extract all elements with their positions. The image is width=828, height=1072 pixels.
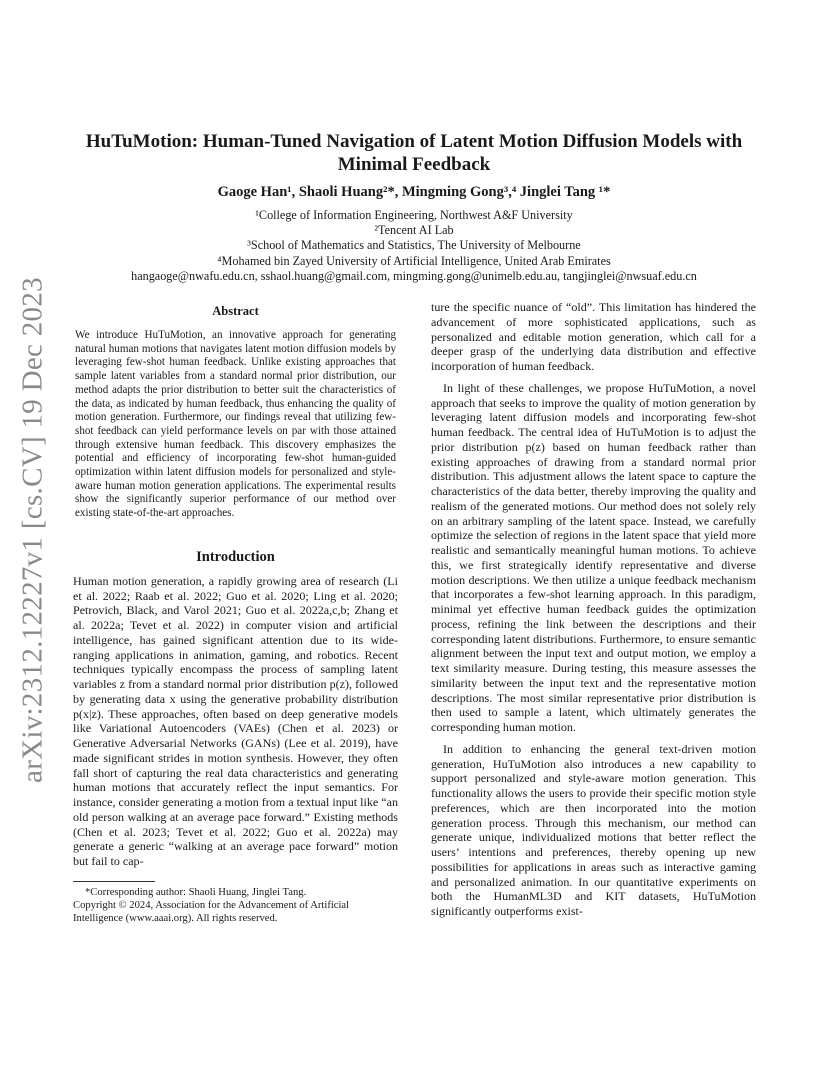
footnotes <box>73 886 398 926</box>
left-column <box>73 300 398 925</box>
affiliation-2: ²Tencent AI Lab <box>374 223 454 238</box>
title-line-2: Minimal Feedback <box>337 154 491 175</box>
abstract-text: We introduce HuTuMotion, an innovative approach for generating natural human motions that navigates latent motion diffusion models by leveraging few-shot human feedback. Unlike existing approaches that sample latent variables from a standard normal prior distribution, our method adapts the prior distribution to better suit the characteristics of the data, as indicated by human feedback, thus enhancing the quality of motion generation. Furthermore, our findings reveal that utilizing few-shot feedback can yield performance levels on par with those attained through extensive human feedback. This discovery emphasizes the potential and efficiency of incorporating few-shot human-guided optimization within latent diffusion models for personalized and style-aware human motion generation applications. The experimental results show the significantly superior performance of our method over existing state-of-the-art approaches. <box>75 329 396 520</box>
paper-title <box>60 130 768 176</box>
copyright-note: Copyright © 2024, Association for the Advancement of Artificial Intelligence (www.aaai.org). All rights reserved. <box>73 900 350 925</box>
author-emails: hangaoge@nwafu.edu.cn, sshaol.huang@gmail.com, mingming.gong@unimelb.edu.au, tangjinglei@nwsuaf.edu.cn <box>131 268 697 283</box>
intro-paragraph-3: In light of these challenges, we propose HuTuMotion, a novel approach that seeks to improve the quality of motion generation by leveraging latent diffusion models and incorporating few-shot human feedback. The central idea of HuTuMotion is to adjust the prior distribution p(z) based on human feedback rather than existing approaches of drawing from a standard normal prior distribution. This adjustment allows the latent space to capture the characteristics of the data better, thereby improving the quality and realism of the generated motions. Our method does not solely rely on an arbitrary sampling of the latent space. Instead, we carefully optimize the selection of regions in the latent space that yield more realistic and semantically meaningful human motions. To achieve this, we first strategically identify representative and diverse motion descriptions. We then utilize a unique feedback mechanism that incorporates a few-shot learning approach. In this paradigm, minimal yet effective human feedback guides the optimization process, refining the link between the descriptions and their corresponding latent distributions. Furthermore, to ensure semantic alignment between the input text and output motion, we employ a text similarity measure. During testing, this measure assesses the similarity between the input text and the representative motion descriptions. The most similar representative prior distribution is then used to sample a latent, which ultimately generates the corresponding human motion. <box>431 380 756 734</box>
corresponding-author-note: *Corresponding author: Shaoli Huang, Jinglei Tang. <box>85 886 307 898</box>
right-column <box>431 300 756 919</box>
footnote-divider <box>73 881 155 882</box>
intro-paragraph-4: In addition to enhancing the general text-driven motion generation, HuTuMotion also introduces a new capability to support personalized and style-aware motion generation. This functionality allows the users to provide their specific motion style preferences, which are then incorporated into the motion generation process. Through this mechanism, our method can generate unique, individualized motions that better reflect the users’ intentions and preferences, thereby opening up new possibilities for applications in areas such as interactive gaming and personalized animation. In our quantitative experiments on both the HumanML3D and KIT datasets, HuTuMotion significantly outperforms exist- <box>431 741 756 918</box>
title-line-1: HuTuMotion: Human-Tuned Navigation of Latent Motion Diffusion Models with <box>85 131 743 152</box>
intro-paragraph-2: ture the specific nuance of “old”. This limitation has hindered the advancement of more sophisticated applications, such as personalized and editable motion generation, which call for a deeper grasp of the underlying data distribution and effective incorporation of human feedback. <box>431 300 756 373</box>
arxiv-identifier <box>8 277 58 783</box>
affiliations <box>60 208 768 284</box>
author-list: Gaoge Han¹, Shaoli Huang²*, Mingming Gong³,⁴ Jinglei Tang ¹* <box>217 184 611 200</box>
abstract-heading: Abstract <box>212 304 259 318</box>
affiliation-4: ⁴Mohamed bin Zayed University of Artificial Intelligence, United Arab Emirates <box>217 253 611 268</box>
introduction-heading: Introduction <box>196 548 275 565</box>
arxiv-identifier-text: arXiv:2312.12227v1 [cs.CV] 19 Dec 2023 <box>16 277 49 783</box>
affiliation-1: ¹College of Information Engineering, Northwest A&F University <box>255 208 573 222</box>
affiliation-3: ³School of Mathematics and Statistics, The University of Melbourne <box>247 238 581 253</box>
intro-paragraph-1: Human motion generation, a rapidly growing area of research (Li et al. 2022; Raab et al. 2022; Guo et al. 2020; Ling et al. 2020; Petrovich, Black, and Varol 2021; Guo et al. 2022a,c,b; Zhang et al. 2022a; Tevet et al. 2022) in computer vision and artificial intelligence, has gained significant attention due to its wide-ranging applications in animation, gaming, and robotics. Recent techniques typically encompass the process of sampling latent variables z from a standard normal prior distribution p(z), followed by generating data x using the generative probability distribution p(x|z). These approaches, often based on deep generative models like Variational Autoencoders (VAEs) (Chen et al. 2023) or Generative Adversarial Networks (GANs) (Lee et al. 2019), have made significant strides in motion synthesis. However, they often fall short of capturing the real data characteristics and generating human motions that accurately reflect the input semantics. For instance, consider generating a motion from a textual input like “an old person walking at an average pace forward.” Existing methods (Chen et al. 2023; Tevet et al. 2022; Guo et al. 2022a) may generate a generic “walking at an average pace forward” motion but fail to cap- <box>73 573 398 869</box>
